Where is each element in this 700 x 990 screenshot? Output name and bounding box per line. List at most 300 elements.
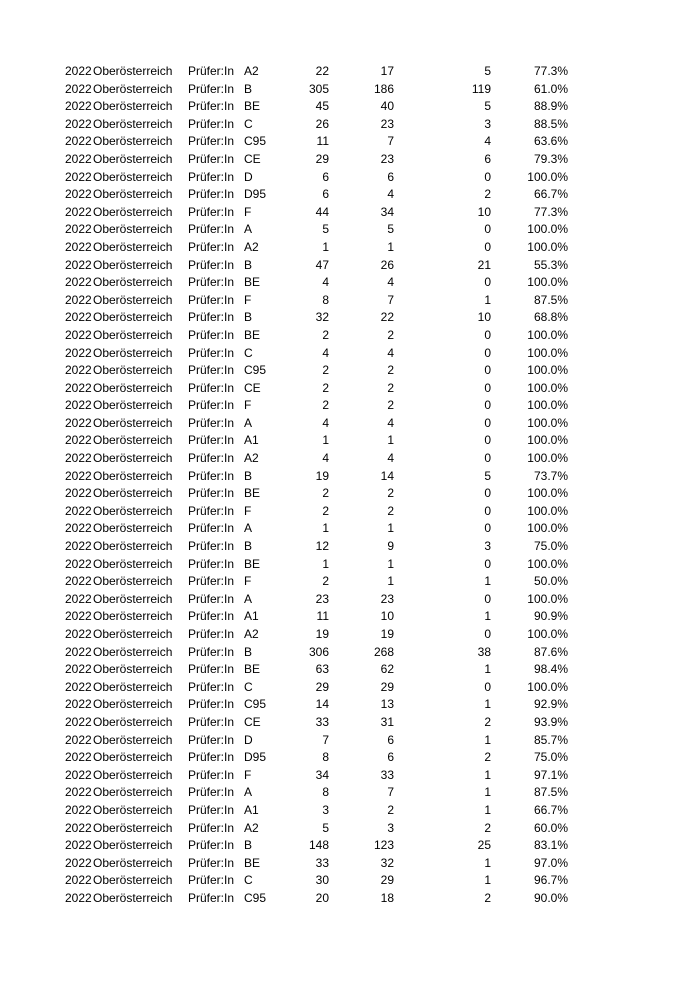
year-cell: 2022 [65, 714, 92, 729]
failed-cell: 4 [484, 134, 491, 149]
passed-cell: 32 [380, 855, 394, 870]
year-cell: 2022 [65, 204, 92, 219]
failed-cell: 0 [484, 627, 491, 641]
role-cell: Prüfer:In [188, 151, 235, 166]
passed-cell: 33 [380, 767, 394, 782]
region-cell: Oberösterreich [93, 345, 173, 360]
total-cell: 4 [322, 415, 329, 430]
failed-cell: 2 [484, 820, 491, 835]
region-cell: Oberösterreich [93, 714, 173, 729]
failed-cell: 21 [477, 257, 491, 272]
year-cell: 2022 [65, 363, 92, 378]
year-cell: 2022 [65, 750, 92, 765]
pass-rate-cell: 83.1% [533, 838, 568, 853]
total-cell: 44 [315, 204, 329, 219]
year-cell: 2022 [65, 679, 92, 694]
role-cell: Prüfer:In [188, 820, 235, 835]
total-cell: 2 [322, 380, 329, 395]
failed-cell: 1 [484, 855, 491, 870]
year-cell: 2022 [65, 398, 92, 413]
failed-cell: 0 [484, 239, 491, 254]
pass-rate-cell: 92.9% [533, 697, 568, 712]
pass-rate-cell: 100.0% [527, 521, 568, 536]
table-row [0, 397, 700, 415]
table-row [0, 221, 700, 239]
year-cell: 2022 [65, 187, 92, 202]
total-cell: 63 [315, 662, 329, 677]
region-cell: Oberösterreich [93, 521, 173, 536]
total-cell: 45 [315, 99, 329, 114]
role-cell: Prüfer:In [188, 574, 235, 589]
region-cell: Oberösterreich [93, 64, 173, 78]
passed-cell: 29 [380, 679, 394, 694]
table-row [0, 274, 700, 292]
table-row [0, 380, 700, 398]
year-cell: 2022 [65, 257, 92, 272]
role-cell: Prüfer:In [188, 327, 235, 342]
region-cell: Oberösterreich [93, 363, 173, 378]
table-row [0, 714, 700, 732]
pass-rate-cell: 100.0% [527, 222, 568, 237]
table-row [0, 890, 700, 908]
failed-cell: 2 [484, 890, 491, 905]
failed-cell: 0 [484, 503, 491, 518]
pass-rate-cell: 97.1% [533, 767, 568, 782]
license-class-cell: C [244, 679, 253, 694]
role-cell: Prüfer:In [188, 257, 235, 272]
region-cell: Oberösterreich [93, 239, 173, 254]
failed-cell: 6 [484, 151, 491, 166]
table-row [0, 327, 700, 345]
table-row [0, 872, 700, 890]
passed-cell: 1 [387, 433, 394, 448]
passed-cell: 62 [380, 662, 394, 677]
total-cell: 11 [316, 134, 329, 149]
pass-rate-cell: 68.8% [533, 310, 568, 325]
role-cell: Prüfer:In [188, 644, 235, 659]
license-class-cell: BE [244, 855, 261, 870]
license-class-cell: F [244, 292, 252, 307]
license-class-cell: CE [244, 151, 261, 166]
region-cell: Oberösterreich [93, 679, 173, 694]
region-cell: Oberösterreich [93, 838, 173, 853]
pass-rate-cell: 75.0% [533, 539, 568, 554]
region-cell: Oberösterreich [93, 451, 173, 466]
region-cell: Oberösterreich [93, 556, 173, 571]
region-cell: Oberösterreich [93, 204, 173, 219]
pass-rate-cell: 100.0% [527, 503, 568, 518]
failed-cell: 1 [484, 574, 491, 589]
failed-cell: 1 [484, 767, 491, 782]
region-cell: Oberösterreich [93, 398, 173, 413]
license-class-cell: C95 [244, 363, 267, 378]
passed-cell: 6 [387, 750, 394, 765]
region-cell: Oberösterreich [93, 292, 173, 307]
role-cell: Prüfer:In [188, 292, 235, 307]
role-cell: Prüfer:In [188, 134, 235, 149]
role-cell: Prüfer:In [188, 838, 235, 853]
pass-rate-cell: 97.0% [533, 855, 568, 870]
failed-cell: 38 [477, 644, 491, 659]
license-class-cell: C [244, 345, 253, 360]
total-cell: 29 [315, 679, 329, 694]
total-cell: 2 [322, 503, 329, 518]
total-cell: 2 [322, 363, 329, 378]
failed-cell: 0 [484, 679, 491, 694]
license-class-cell: D [244, 169, 253, 184]
total-cell: 6 [322, 187, 329, 202]
table-row [0, 626, 700, 644]
table-row [0, 151, 700, 169]
passed-cell: 268 [373, 644, 394, 659]
region-cell: Oberösterreich [93, 415, 173, 430]
table-row [0, 485, 700, 503]
passed-cell: 26 [380, 257, 394, 272]
role-cell: Prüfer:In [188, 539, 235, 554]
failed-cell: 0 [484, 398, 491, 413]
license-class-cell: A1 [244, 802, 259, 817]
pass-rate-cell: 50.0% [533, 574, 568, 589]
region-cell: Oberösterreich [93, 802, 173, 817]
region-cell: Oberösterreich [93, 187, 173, 202]
year-cell: 2022 [65, 433, 92, 448]
region-cell: Oberösterreich [93, 275, 173, 290]
pass-rate-cell: 87.6% [533, 644, 568, 659]
passed-cell: 23 [380, 591, 394, 606]
year-cell: 2022 [65, 609, 92, 624]
license-class-cell: D95 [244, 187, 267, 202]
table-row [0, 450, 700, 468]
table-row [0, 81, 700, 99]
total-cell: 47 [315, 257, 329, 272]
pass-rate-cell: 100.0% [527, 363, 568, 378]
table-row [0, 820, 700, 838]
region-cell: Oberösterreich [93, 257, 173, 272]
passed-cell: 1 [387, 521, 394, 536]
pass-rate-cell: 100.0% [527, 486, 568, 501]
passed-cell: 2 [387, 503, 394, 518]
table-row [0, 63, 700, 81]
failed-cell: 0 [484, 451, 491, 466]
passed-cell: 4 [387, 275, 394, 290]
passed-cell: 123 [373, 838, 394, 853]
license-class-cell: CE [244, 714, 261, 729]
table-row [0, 696, 700, 714]
region-cell: Oberösterreich [93, 310, 173, 325]
region-cell: Oberösterreich [93, 855, 173, 870]
role-cell: Prüfer:In [188, 591, 235, 606]
passed-cell: 4 [387, 451, 394, 466]
role-cell: Prüfer:In [188, 503, 235, 518]
failed-cell: 0 [484, 591, 491, 606]
table-row [0, 432, 700, 450]
pass-rate-cell: 100.0% [527, 627, 568, 641]
total-cell: 33 [315, 855, 329, 870]
license-class-cell: D [244, 732, 253, 747]
year-cell: 2022 [65, 662, 92, 677]
region-cell: Oberösterreich [93, 785, 173, 800]
role-cell: Prüfer:In [188, 486, 235, 501]
year-cell: 2022 [65, 785, 92, 800]
failed-cell: 1 [484, 732, 491, 747]
pass-rate-cell: 100.0% [527, 591, 568, 606]
license-class-cell: A [244, 521, 253, 536]
failed-cell: 0 [484, 275, 491, 290]
failed-cell: 0 [484, 415, 491, 430]
year-cell: 2022 [65, 539, 92, 554]
total-cell: 148 [308, 838, 329, 853]
total-cell: 29 [315, 151, 329, 166]
role-cell: Prüfer:In [188, 750, 235, 765]
license-class-cell: C [244, 873, 253, 888]
pass-rate-cell: 79.3% [533, 151, 568, 166]
role-cell: Prüfer:In [188, 521, 235, 536]
total-cell: 32 [315, 310, 329, 325]
passed-cell: 13 [380, 697, 394, 712]
total-cell: 5 [322, 820, 329, 835]
license-class-cell: A2 [244, 820, 259, 835]
passed-cell: 34 [380, 204, 394, 219]
license-class-cell: B [244, 468, 253, 483]
total-cell: 1 [322, 433, 329, 448]
failed-cell: 119 [471, 81, 491, 96]
passed-cell: 17 [380, 64, 394, 78]
year-cell: 2022 [65, 767, 92, 782]
failed-cell: 0 [484, 169, 491, 184]
table-row [0, 837, 700, 855]
pass-rate-cell: 100.0% [527, 380, 568, 395]
year-cell: 2022 [65, 697, 92, 712]
passed-cell: 7 [387, 292, 394, 307]
region-cell: Oberösterreich [93, 539, 173, 554]
year-cell: 2022 [65, 345, 92, 360]
role-cell: Prüfer:In [188, 380, 235, 395]
role-cell: Prüfer:In [188, 239, 235, 254]
passed-cell: 2 [387, 802, 394, 817]
license-class-cell: B [244, 644, 253, 659]
table-row [0, 573, 700, 591]
total-cell: 8 [322, 750, 329, 765]
total-cell: 2 [322, 486, 329, 501]
year-cell: 2022 [65, 855, 92, 870]
license-class-cell: BE [244, 662, 261, 677]
passed-cell: 1 [387, 556, 394, 571]
region-cell: Oberösterreich [93, 732, 173, 747]
license-class-cell: A1 [244, 433, 259, 448]
table-row [0, 503, 700, 521]
license-class-cell: A2 [244, 627, 259, 641]
total-cell: 8 [322, 785, 329, 800]
pass-rate-cell: 87.5% [533, 292, 568, 307]
role-cell: Prüfer:In [188, 732, 235, 747]
total-cell: 3 [322, 802, 329, 817]
pass-rate-cell: 100.0% [527, 415, 568, 430]
total-cell: 6 [322, 169, 329, 184]
total-cell: 4 [322, 275, 329, 290]
license-class-cell: C95 [244, 134, 267, 149]
failed-cell: 1 [484, 292, 491, 307]
total-cell: 5 [322, 222, 329, 237]
role-cell: Prüfer:In [188, 873, 235, 888]
year-cell: 2022 [65, 451, 92, 466]
region-cell: Oberösterreich [93, 644, 173, 659]
year-cell: 2022 [65, 239, 92, 254]
pass-rate-cell: 93.9% [533, 714, 568, 729]
total-cell: 2 [322, 574, 329, 589]
total-cell: 33 [315, 714, 329, 729]
table-row [0, 257, 700, 275]
table-row [0, 732, 700, 750]
license-class-cell: F [244, 398, 252, 413]
year-cell: 2022 [65, 574, 92, 589]
region-cell: Oberösterreich [93, 468, 173, 483]
table-row [0, 679, 700, 697]
failed-cell: 1 [484, 785, 491, 800]
region-cell: Oberösterreich [93, 222, 173, 237]
failed-cell: 0 [484, 345, 491, 360]
year-cell: 2022 [65, 503, 92, 518]
license-class-cell: BE [244, 275, 261, 290]
year-cell: 2022 [65, 890, 92, 905]
passed-cell: 4 [387, 345, 394, 360]
table-row [0, 292, 700, 310]
role-cell: Prüfer:In [188, 468, 235, 483]
passed-cell: 2 [387, 486, 394, 501]
license-class-cell: BE [244, 327, 261, 342]
role-cell: Prüfer:In [188, 222, 235, 237]
license-class-cell: A [244, 222, 253, 237]
role-cell: Prüfer:In [188, 116, 235, 131]
table-row [0, 591, 700, 609]
license-class-cell: D95 [244, 750, 267, 765]
failed-cell: 2 [484, 714, 491, 729]
pass-rate-cell: 60.0% [533, 820, 568, 835]
pass-rate-cell: 66.7% [533, 187, 568, 202]
role-cell: Prüfer:In [188, 345, 235, 360]
year-cell: 2022 [65, 116, 92, 131]
year-cell: 2022 [65, 169, 92, 184]
license-class-cell: C95 [244, 697, 267, 712]
pass-rate-cell: 85.7% [533, 732, 568, 747]
pass-rate-cell: 63.6% [533, 134, 568, 149]
license-class-cell: B [244, 539, 253, 554]
role-cell: Prüfer:In [188, 433, 235, 448]
region-cell: Oberösterreich [93, 697, 173, 712]
table-row [0, 309, 700, 327]
passed-cell: 5 [387, 222, 394, 237]
failed-cell: 0 [484, 363, 491, 378]
region-cell: Oberösterreich [93, 99, 173, 114]
pass-rate-cell: 66.7% [533, 802, 568, 817]
role-cell: Prüfer:In [188, 767, 235, 782]
table-row [0, 186, 700, 204]
passed-cell: 23 [380, 151, 394, 166]
total-cell: 306 [308, 644, 329, 659]
region-cell: Oberösterreich [93, 591, 173, 606]
region-cell: Oberösterreich [93, 380, 173, 395]
pass-rate-cell: 100.0% [527, 169, 568, 184]
failed-cell: 5 [484, 99, 491, 114]
role-cell: Prüfer:In [188, 627, 235, 641]
pass-rate-cell: 77.3% [533, 64, 568, 78]
role-cell: Prüfer:In [188, 697, 235, 712]
total-cell: 26 [315, 116, 329, 131]
passed-cell: 186 [373, 81, 394, 96]
total-cell: 8 [322, 292, 329, 307]
failed-cell: 0 [484, 556, 491, 571]
license-class-cell: BE [244, 486, 261, 501]
license-class-cell: B [244, 81, 253, 96]
table-row [0, 538, 700, 556]
region-cell: Oberösterreich [93, 116, 173, 131]
role-cell: Prüfer:In [188, 785, 235, 800]
year-cell: 2022 [65, 310, 92, 325]
failed-cell: 0 [484, 222, 491, 237]
year-cell: 2022 [65, 415, 92, 430]
role-cell: Prüfer:In [188, 415, 235, 430]
table-row [0, 784, 700, 802]
total-cell: 30 [315, 873, 329, 888]
region-cell: Oberösterreich [93, 151, 173, 166]
table-row [0, 239, 700, 257]
total-cell: 2 [322, 327, 329, 342]
year-cell: 2022 [65, 820, 92, 835]
region-cell: Oberösterreich [93, 873, 173, 888]
pass-rate-cell: 90.9% [533, 609, 568, 624]
year-cell: 2022 [65, 591, 92, 606]
passed-cell: 2 [387, 380, 394, 395]
role-cell: Prüfer:In [188, 99, 235, 114]
role-cell: Prüfer:In [188, 310, 235, 325]
failed-cell: 2 [484, 750, 491, 765]
region-cell: Oberösterreich [93, 134, 173, 149]
license-class-cell: CE [244, 380, 261, 395]
pass-rate-cell: 77.3% [533, 204, 568, 219]
pass-rate-cell: 90.0% [533, 890, 568, 905]
region-cell: Oberösterreich [93, 662, 173, 677]
table-row [0, 644, 700, 662]
role-cell: Prüfer:In [188, 890, 235, 905]
year-cell: 2022 [65, 151, 92, 166]
license-class-cell: C95 [244, 890, 267, 905]
passed-cell: 2 [387, 327, 394, 342]
table-row [0, 468, 700, 486]
year-cell: 2022 [65, 99, 92, 114]
total-cell: 19 [315, 627, 329, 641]
passed-cell: 1 [387, 239, 394, 254]
pass-rate-cell: 100.0% [527, 275, 568, 290]
role-cell: Prüfer:In [188, 556, 235, 571]
license-class-cell: A2 [244, 451, 259, 466]
data-table [0, 63, 700, 908]
pass-rate-cell: 100.0% [527, 398, 568, 413]
year-cell: 2022 [65, 873, 92, 888]
table-row [0, 802, 700, 820]
year-cell: 2022 [65, 521, 92, 536]
failed-cell: 3 [484, 116, 491, 131]
pass-rate-cell: 55.3% [533, 257, 568, 272]
license-class-cell: A2 [244, 239, 259, 254]
region-cell: Oberösterreich [93, 890, 173, 905]
role-cell: Prüfer:In [188, 662, 235, 677]
pass-rate-cell: 96.7% [533, 873, 568, 888]
license-class-cell: F [244, 503, 252, 518]
total-cell: 305 [308, 81, 329, 96]
total-cell: 23 [315, 591, 329, 606]
passed-cell: 23 [380, 116, 394, 131]
total-cell: 1 [322, 521, 329, 536]
pass-rate-cell: 100.0% [527, 556, 568, 571]
